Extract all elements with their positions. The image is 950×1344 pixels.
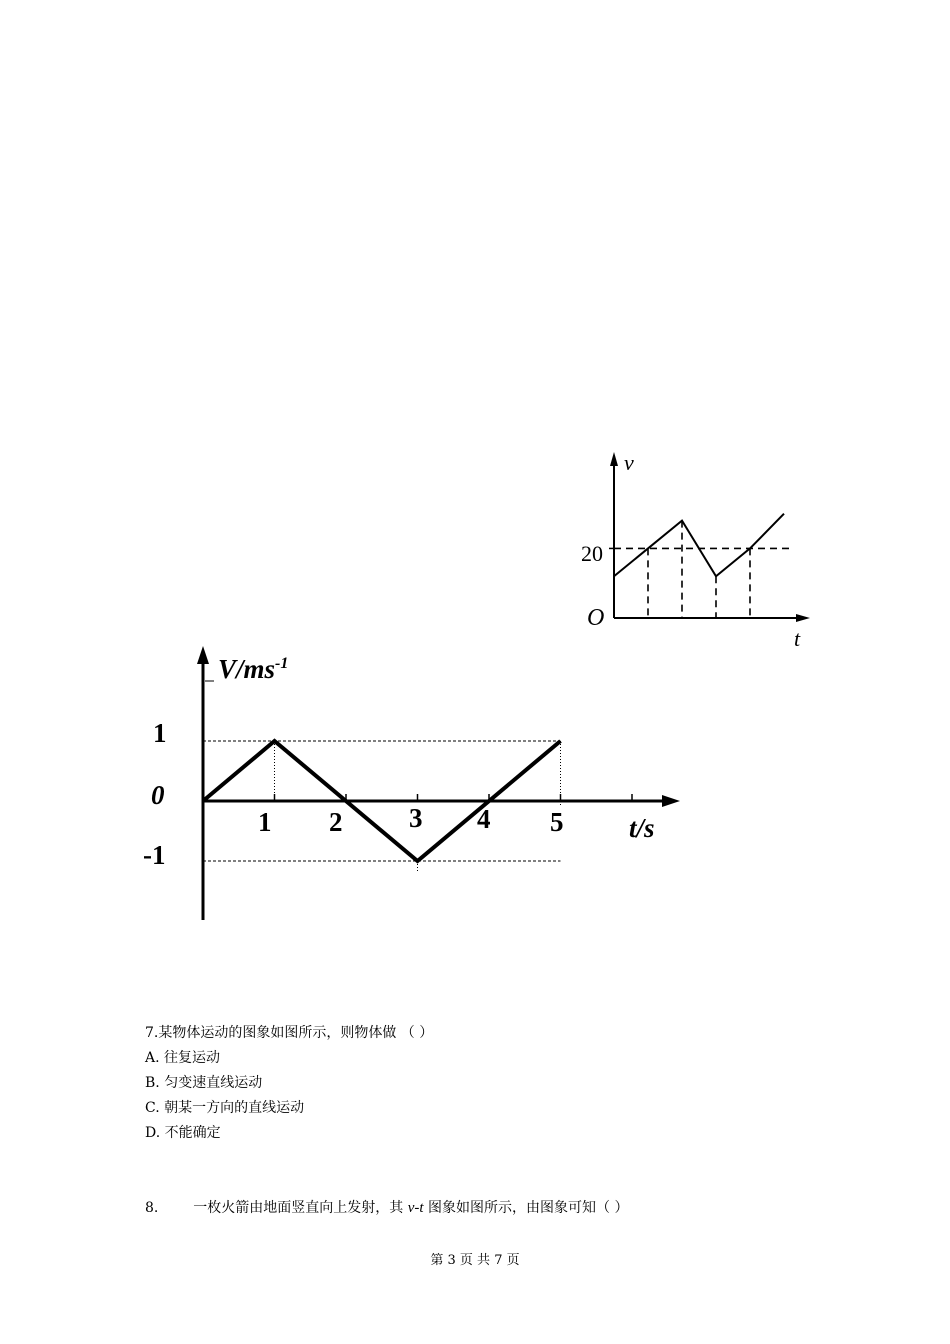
question-7-stem: 7.某物体运动的图象如图所示，则物体做 （ ） bbox=[145, 1025, 434, 1041]
big-chart-ytick-0: 0 bbox=[151, 780, 165, 810]
small-chart-y-arrow bbox=[610, 452, 618, 466]
page-footer: 第 3 页 共 7 页 bbox=[430, 1253, 520, 1268]
big-chart-x-arrow bbox=[662, 795, 680, 807]
question-8-text-before: 一枚火箭由地面竖直向上发射，其 bbox=[193, 1200, 408, 1216]
question-7-option-a: A. 往复运动 bbox=[145, 1050, 221, 1066]
small-chart-x-arrow bbox=[796, 614, 810, 622]
small-chart-xlabel: t bbox=[794, 626, 801, 651]
big-chart-xlabel: t/s bbox=[629, 813, 655, 843]
small-chart-ytick-20: 20 bbox=[581, 541, 603, 566]
big-chart-ylabel: $V/ms^{-1}$ bbox=[218, 654, 289, 684]
question-7-option-b: B. 匀变速直线运动 bbox=[145, 1075, 263, 1091]
small-chart-ylabel: v bbox=[624, 450, 634, 475]
question-8-text-after: 图象如图所示，由图象可知（ ） bbox=[423, 1200, 629, 1216]
small-chart-series bbox=[614, 514, 784, 577]
question-8-vt: v-t bbox=[407, 1200, 424, 1216]
small-chart-origin: O bbox=[587, 605, 605, 631]
question-8-number: 8. bbox=[145, 1200, 159, 1216]
question-8 bbox=[145, 1197, 628, 1217]
big-chart-xtick-3: 3 bbox=[409, 803, 423, 833]
big-chart-ytick-1: 1 bbox=[153, 718, 167, 748]
big-chart-xtick-5: 5 bbox=[550, 807, 564, 837]
big-chart-y-arrow bbox=[197, 646, 209, 664]
big-chart-xtick-2: 2 bbox=[329, 807, 343, 837]
big-chart-xtick-1: 1 bbox=[258, 807, 272, 837]
question-7-option-d: D. 不能确定 bbox=[145, 1125, 221, 1141]
big-chart-xtick-4: 4 bbox=[477, 804, 491, 834]
big-chart-ytick-neg1: -1 bbox=[143, 840, 166, 870]
question-7-option-c: C. 朝某一方向的直线运动 bbox=[145, 1100, 305, 1116]
